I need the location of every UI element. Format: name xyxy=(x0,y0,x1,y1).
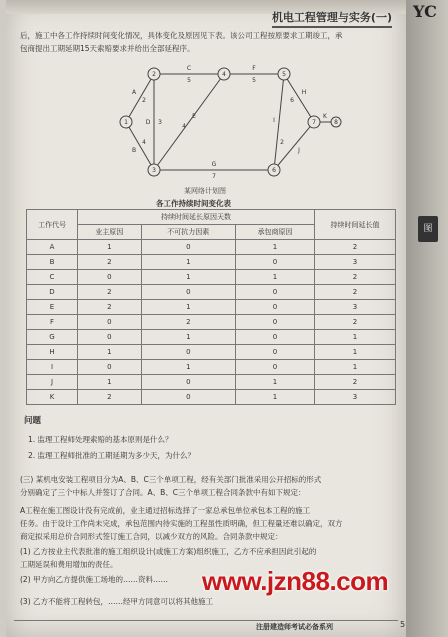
table-row: D 2 0 0 2 xyxy=(27,285,396,300)
activity-label: E xyxy=(192,113,196,120)
header-force-majeure: 不可抗力因素 xyxy=(141,225,235,240)
node-label: 5 xyxy=(282,71,286,78)
case-line-3: A工程在施工图设计没有完成前，业主通过招标选择了一家总承包单位承包本工程的施工 xyxy=(20,506,311,515)
network-diagram xyxy=(96,60,346,185)
header-delay-reasons: 持续时间延长原因天数 xyxy=(78,210,315,225)
activity-label: B xyxy=(131,147,137,154)
activity-label: D xyxy=(145,119,151,126)
table-row: I 0 1 0 1 xyxy=(27,360,396,375)
question-2: 2. 监理工程师批准的工期延期为多少天，为什么？ xyxy=(28,451,196,460)
activity-label: G xyxy=(211,161,217,168)
header-extension: 持续时间延长值 xyxy=(315,210,396,240)
diagram-caption: 某网络计划图 xyxy=(184,187,226,195)
header-work-code: 工作代号 xyxy=(27,210,78,240)
arrow-6-7 xyxy=(274,122,314,170)
table-row: J 1 0 1 2 xyxy=(27,375,396,390)
activity-label: A xyxy=(131,89,137,96)
activity-label: K xyxy=(323,113,327,120)
node-label: 1 xyxy=(124,119,128,126)
table-row: B 2 1 0 3 xyxy=(27,255,396,270)
arrow-5-6 xyxy=(274,74,284,170)
node-label: 3 xyxy=(152,167,156,174)
page-number: 5 xyxy=(400,620,406,629)
table-row: G 0 1 0 1 xyxy=(27,330,396,345)
duration-label: 2 xyxy=(142,97,146,104)
header-contractor: 承包商原因 xyxy=(235,225,314,240)
table-row: A 1 0 1 2 xyxy=(27,240,396,255)
case-line-7: 工期延误和费用增加的责任。 xyxy=(20,560,118,569)
case-line-6: (1) 乙方按业主代表批准的施工组织设计(或施工方案)组织施工，乙方不应承担因此引起的 xyxy=(20,547,317,556)
questions-heading: 问题 xyxy=(24,416,42,426)
footer-series-title: 注册建造师考试必备系列 xyxy=(256,623,333,631)
node-label: 7 xyxy=(312,119,316,126)
duration-label: 5 xyxy=(187,77,191,84)
node-label: 8 xyxy=(334,119,338,126)
page-header-title: 机电工程管理与实务(一) xyxy=(272,9,392,28)
table-row: K 2 0 1 3 xyxy=(27,390,396,405)
duration-label: 2 xyxy=(280,139,284,146)
intro-line-1: 后，施工中各工作持续时间变化情况，具体变化及原因见下表。该公司工程按原要求工期竣工，承 xyxy=(20,31,343,40)
case-line-8: (2) 甲方向乙方提供施工场地的……资料…… xyxy=(20,575,169,584)
table-row: H 1 0 0 1 xyxy=(27,345,396,360)
activity-label: F xyxy=(252,65,256,72)
arrow-1-3 xyxy=(126,122,154,170)
case-line-9: (3) 乙方不能将工程转包，……经甲方同意可以将其他施工 xyxy=(20,597,214,606)
arrow-3-4 xyxy=(154,74,224,170)
node-label: 4 xyxy=(222,71,226,78)
arrow-1-2 xyxy=(126,74,154,122)
activity-label: C xyxy=(186,65,192,72)
duration-label: 7 xyxy=(212,173,216,180)
node-label: 2 xyxy=(152,71,156,78)
side-tab xyxy=(406,0,448,637)
duration-label: 4 xyxy=(182,123,186,130)
book-page xyxy=(6,0,406,637)
watermark: www.jzn88.com xyxy=(202,566,389,596)
intro-line-2: 包商提出工期延期15天索赔要求并给出全部延程序。 xyxy=(20,44,195,53)
activity-label: J xyxy=(298,147,300,154)
table-row: E 2 1 0 3 xyxy=(27,300,396,315)
table-row: C 0 1 1 2 xyxy=(27,270,396,285)
node-label: 6 xyxy=(272,167,276,174)
activity-label: H xyxy=(301,89,307,96)
case-line-2: 分别确定了三个中标人并签订了合同。A、B、C三个单项工程合同条款中有如下规定： xyxy=(20,488,306,497)
case-line-1: (三) 某机电安装工程项目分为A、B、C三个单项工程，经有关部门批准采用公开招标的形式 xyxy=(20,475,322,484)
arrow-5-7 xyxy=(284,74,314,122)
activity-label: I xyxy=(273,117,275,124)
question-1: 1. 监理工程师处理索赔的基本原则是什么？ xyxy=(28,435,173,444)
case-line-5: 商定拟采用总价合同形式签订施工合同，以减少双方的风险。合同条款中规定： xyxy=(20,532,283,541)
duration-label: 4 xyxy=(142,139,146,146)
footer-divider xyxy=(14,620,398,621)
table-row: F 0 2 0 2 xyxy=(27,315,396,330)
header-owner: 业主原因 xyxy=(78,225,142,240)
duration-label: 5 xyxy=(252,77,256,84)
duration-label: 3 xyxy=(158,119,162,126)
side-logo: YC xyxy=(413,2,437,21)
duration-change-table xyxy=(26,209,396,405)
duration-label: 6 xyxy=(290,97,294,104)
case-line-4: 任务。由于设计工作尚未完成，承包范围内待实施的工程虽性质明确，但工程量还难以确定，双方 xyxy=(20,519,343,528)
table-title: 各工作持续时间变化表 xyxy=(156,199,231,208)
side-chapter-icon: 图 xyxy=(418,216,438,242)
